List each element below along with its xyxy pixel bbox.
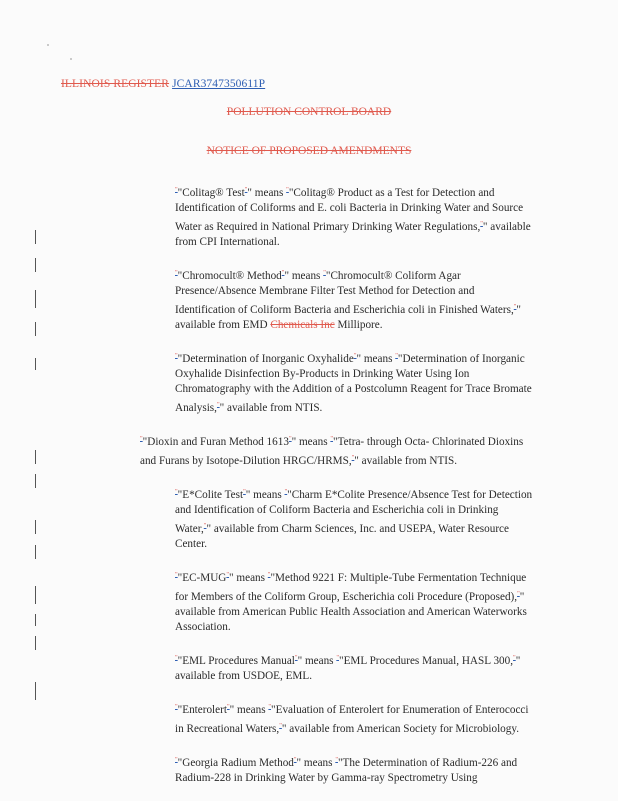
change-bar xyxy=(35,520,36,534)
scan-speck xyxy=(47,44,49,46)
change-bar xyxy=(35,322,36,336)
change-bar xyxy=(35,290,36,308)
definition-dioxin-furan: ""Dioxin and Furan Method 1613"" means ""Tetra- through Octa- Chlorinated Dioxins and Furans by Isotope-Dilution HRGC/HRMS,"" available from NTIS. xyxy=(140,435,524,467)
definition-chromocult: ""Chromocult® Method"" means ""Chromocult® Coliform Agar Presence/Absence Membrane Filter Test Method for Detection and Identification of Coliform Bacteria and Escherichia coli in Finished Waters,"" available from EMD Chemicals Inc Millipore. xyxy=(175,269,521,331)
change-bar xyxy=(35,682,36,700)
change-bar xyxy=(35,450,36,464)
definition-enterolert: ""Enterolert"" means ""Evaluation of Enterolert for Enumeration of Enterococci in Recreational Waters,"" available from American Society for Microbiology. xyxy=(175,703,529,735)
definition-georgia-radium: ""Georgia Radium Method"" means ""The Determination of Radium-226 and Radium-228 in Drinking Water by Gamma-ray Spectrometry Using xyxy=(175,756,518,784)
definition-colitag: ""Colitag® Test"" means ""Colitag® Product as a Test for Detection and Identification of Coliforms and E. coli Bacteria in Drinking Water and Source Water as Required in National Primary Drinking Water Regulations,"" available from CPI International. xyxy=(175,186,531,248)
change-bar xyxy=(35,636,36,650)
scan-speck xyxy=(70,58,72,60)
header-inserted-text: JCAR3747350611P xyxy=(172,78,266,90)
change-bar xyxy=(35,474,36,488)
board-title: POLLUTION CONTROL BOARD xyxy=(226,106,392,118)
change-bar xyxy=(35,614,36,626)
header-struck-text: ILLINOIS REGISTER xyxy=(61,78,170,90)
definition-eml-manual: ""EML Procedures Manual"" means ""EML Procedures Manual, HASL 300,"" available from USDOE, EML. xyxy=(175,654,521,682)
definition-ec-mug: ""EC-MUG"" means ""Method 9221 F: Multiple-Tube Fermentation Technique for Members of the Coliform Group, Escherichia coli Procedure (Proposed),"" available from American Public Health Association and American Waterworks Association. xyxy=(175,571,527,633)
register-header xyxy=(61,78,265,90)
definitions-list xyxy=(140,182,535,801)
struck-chemicals-inc: Chemicals Inc xyxy=(270,319,335,331)
change-bar xyxy=(35,258,36,272)
change-bar xyxy=(35,586,36,604)
definition-inorganic-oxyhalide: ""Determination of Inorganic Oxyhalide"" means ""Determination of Inorganic Oxyhalide Disinfection By-Products in Drinking Water Using Ion Chromatography with the Addition of a Postcolumn Reagent for Trace Bromate Analysis,"" available from NTIS. xyxy=(175,352,532,414)
change-bar xyxy=(35,230,36,244)
change-bar xyxy=(35,545,36,559)
notice-title: NOTICE OF PROPOSED AMENDMENTS xyxy=(206,145,412,157)
change-bar xyxy=(35,358,36,370)
definition-ecolite: ""E*Colite Test"" means ""Charm E*Colite Presence/Absence Test for Detection and Identification of Coliform Bacteria and Escherichia coli in Drinking Water,"" available from Charm Sciences, Inc. and USEPA, Water Resource Center. xyxy=(175,488,533,550)
